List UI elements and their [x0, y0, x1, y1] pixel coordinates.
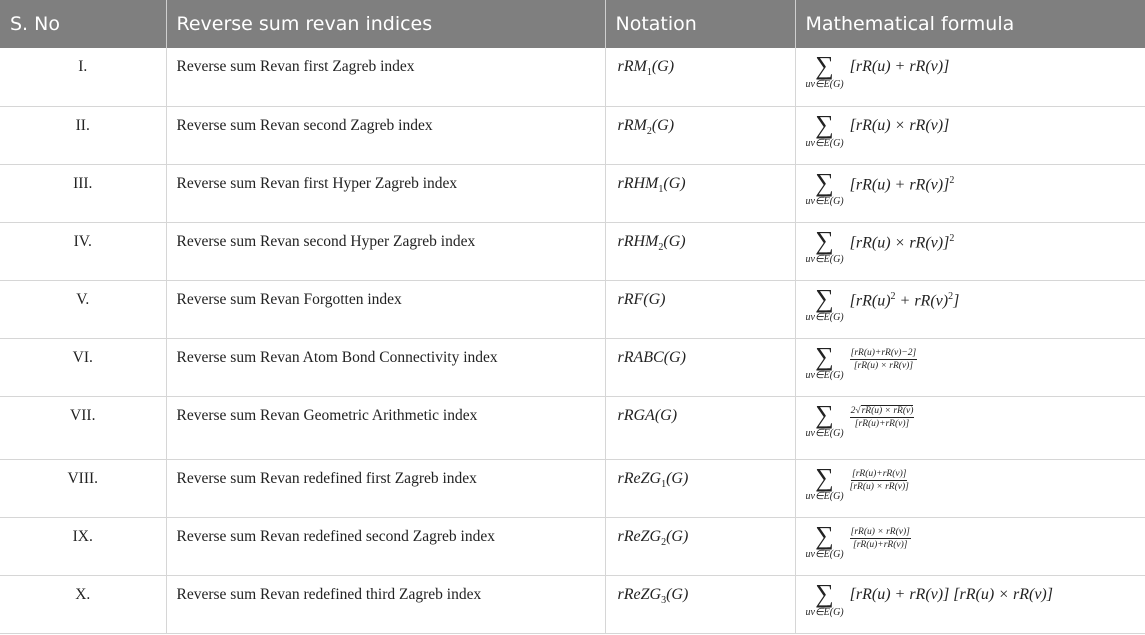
notation-sub: 2	[658, 241, 664, 253]
formula-expression: [rR(u) × rR(v)]	[849, 116, 950, 134]
summation-range: uv∈E(G)	[805, 548, 844, 560]
formula-fraction	[850, 403, 915, 429]
formula-expression: [rR(u) + rR(v)]	[849, 58, 950, 75]
table-row	[0, 459, 1145, 517]
summation-range: uv∈E(G)	[805, 427, 844, 439]
notation-graph: (G)	[666, 469, 689, 487]
formula-cell	[795, 459, 1145, 517]
index-name-cell: Reverse sum Revan Atom Bond Connectivity index	[166, 338, 605, 396]
header-sno: S. No	[0, 0, 166, 48]
summation-range: uv∈E(G)	[805, 253, 844, 265]
summation-range: uv∈E(G)	[805, 137, 844, 149]
notation-cell	[605, 106, 795, 164]
formula-fraction	[850, 466, 909, 492]
index-name-cell: Reverse sum Revan second Hyper Zagreb index	[166, 222, 605, 280]
table-body	[0, 48, 1145, 633]
formula-cell	[795, 338, 1145, 396]
table-row	[0, 517, 1145, 575]
sno-cell: I.	[0, 48, 166, 106]
sno-cell: VI.	[0, 338, 166, 396]
header-row	[0, 0, 1145, 48]
table-row	[0, 396, 1145, 459]
sno-cell: VIII.	[0, 459, 166, 517]
formula-fraction	[850, 524, 911, 550]
table-row	[0, 338, 1145, 396]
formula-cell	[795, 164, 1145, 222]
fraction-denominator: [rR(u) × rR(v)]	[849, 481, 909, 492]
formula-expression: $[rR(u) \times rR(v)]^2$	[849, 232, 955, 251]
formula-cell	[795, 48, 1145, 106]
index-name-cell: Reverse sum Revan first Zagreb index	[166, 48, 605, 106]
summation-symbol: ∑ uv∈E(G)	[805, 520, 844, 560]
formula-cell	[795, 396, 1145, 459]
notation-graph: (G)	[666, 527, 689, 545]
header-formula: Mathematical formula	[805, 13, 1015, 35]
summation-range: uv∈E(G)	[805, 195, 844, 207]
notation-graph: (G)	[663, 232, 686, 250]
notation-cell	[605, 164, 795, 222]
index-name-cell: Reverse sum Revan redefined second Zagreb index	[166, 517, 605, 575]
notation-base: rRGA	[617, 406, 655, 424]
sno-cell: III.	[0, 164, 166, 222]
formula-expression: $[rR(u) + rR(v)]^2$	[849, 174, 955, 193]
table-header	[0, 0, 1145, 48]
notation-base: rReZG	[617, 469, 662, 487]
notation-graph: (G)	[654, 406, 678, 424]
summation-symbol: ∑ uv∈E(G)	[805, 51, 844, 90]
notation-sub: 3	[661, 594, 667, 606]
notation-cell	[605, 459, 795, 517]
notation-cell	[605, 396, 795, 459]
notation-sub: 1	[658, 183, 664, 195]
summation-range: uv∈E(G)	[805, 79, 844, 90]
summation-range: uv∈E(G)	[805, 311, 844, 323]
notation-graph: (G)	[651, 58, 675, 75]
notation-cell	[605, 48, 795, 106]
table-row	[0, 48, 1145, 106]
fraction-numerator: [rR(u)+rR(v)−2]	[850, 347, 917, 358]
summation-symbol: ∑ uv∈E(G)	[805, 578, 844, 618]
notation-cell	[605, 517, 795, 575]
header-notation: Notation	[605, 0, 795, 48]
notation-cell	[605, 338, 795, 396]
notation-graph: (G)	[666, 585, 689, 603]
summation-range: uv∈E(G)	[805, 606, 844, 618]
summation-symbol: ∑ uv∈E(G)	[805, 225, 844, 265]
notation-base: rReZG	[617, 527, 662, 545]
table-row	[0, 106, 1145, 164]
index-name-cell: Reverse sum Revan Forgotten index	[166, 280, 605, 338]
notation-base: rRF	[617, 290, 644, 308]
formula-cell	[795, 222, 1145, 280]
formula-cell	[795, 575, 1145, 633]
notation-cell	[605, 575, 795, 633]
notation-graph: (G)	[663, 348, 686, 366]
table-row	[0, 222, 1145, 280]
summation-range: uv∈E(G)	[805, 369, 844, 381]
sno-cell: X.	[0, 575, 166, 633]
notation-sub: 2	[646, 125, 652, 137]
fraction-numerator: [rR(u) × rR(v)]	[850, 526, 910, 537]
formula-expression: $[rR(u)^2 + rR(v)^2]$	[849, 290, 960, 309]
notation-graph: (G)	[651, 116, 675, 134]
notation-base: rRABC	[617, 348, 664, 366]
formula-fraction	[850, 345, 918, 371]
fraction-denominator: [rR(u)+rR(v)]	[854, 418, 910, 429]
table-row	[0, 164, 1145, 222]
notation-base: rRHM	[617, 174, 659, 192]
sno-cell: IX.	[0, 517, 166, 575]
notation-cell	[605, 280, 795, 338]
summation-symbol: ∑ uv∈E(G)	[805, 167, 844, 207]
notation-graph: (G)	[663, 174, 686, 192]
sno-cell: V.	[0, 280, 166, 338]
table-row	[0, 575, 1145, 633]
fraction-numerator: [rR(u)+rR(v)]	[852, 468, 907, 479]
notation-sub: 2	[661, 536, 667, 548]
notation-base: rRM	[617, 116, 647, 134]
table-row	[0, 280, 1145, 338]
fraction-numerator: 2√rR(u) × rR(v)	[850, 405, 914, 416]
fraction-denominator: [rR(u) × rR(v)]	[853, 360, 914, 371]
index-name-cell: Reverse sum Revan first Hyper Zagreb index	[166, 164, 605, 222]
notation-base: rRHM	[617, 232, 659, 250]
formula-cell	[795, 106, 1145, 164]
formula-cell	[795, 280, 1145, 338]
summation-symbol: ∑ uv∈E(G)	[805, 399, 844, 439]
notation-sub: 1	[661, 478, 667, 490]
notation-cell	[605, 222, 795, 280]
notation-sub: 1	[646, 67, 652, 79]
index-name-cell: Reverse sum Revan second Zagreb index	[166, 106, 605, 164]
summation-range: uv∈E(G)	[805, 490, 844, 502]
summation-symbol: ∑ uv∈E(G)	[805, 462, 844, 502]
index-name-cell: Reverse sum Revan Geometric Arithmetic index	[166, 396, 605, 459]
formula-cell	[795, 517, 1145, 575]
notation-base: rReZG	[617, 585, 662, 603]
index-name-cell: Reverse sum Revan redefined first Zagreb index	[166, 459, 605, 517]
notation-graph: (G)	[643, 290, 666, 308]
sno-cell: VII.	[0, 396, 166, 459]
summation-symbol: ∑ uv∈E(G)	[805, 109, 844, 149]
formula-expression: [rR(u) + rR(v)] [rR(u) × rR(v)]	[849, 585, 1053, 603]
fraction-denominator: [rR(u)+rR(v)]	[853, 539, 908, 550]
sno-cell: IV.	[0, 222, 166, 280]
summation-symbol: ∑ uv∈E(G)	[805, 341, 844, 381]
sno-cell: II.	[0, 106, 166, 164]
notation-base: rRM	[617, 58, 647, 75]
index-name-cell: Reverse sum Revan redefined third Zagreb index	[166, 575, 605, 633]
summation-symbol: ∑ uv∈E(G)	[805, 283, 844, 323]
header-indices: Reverse sum revan indices	[166, 0, 605, 48]
